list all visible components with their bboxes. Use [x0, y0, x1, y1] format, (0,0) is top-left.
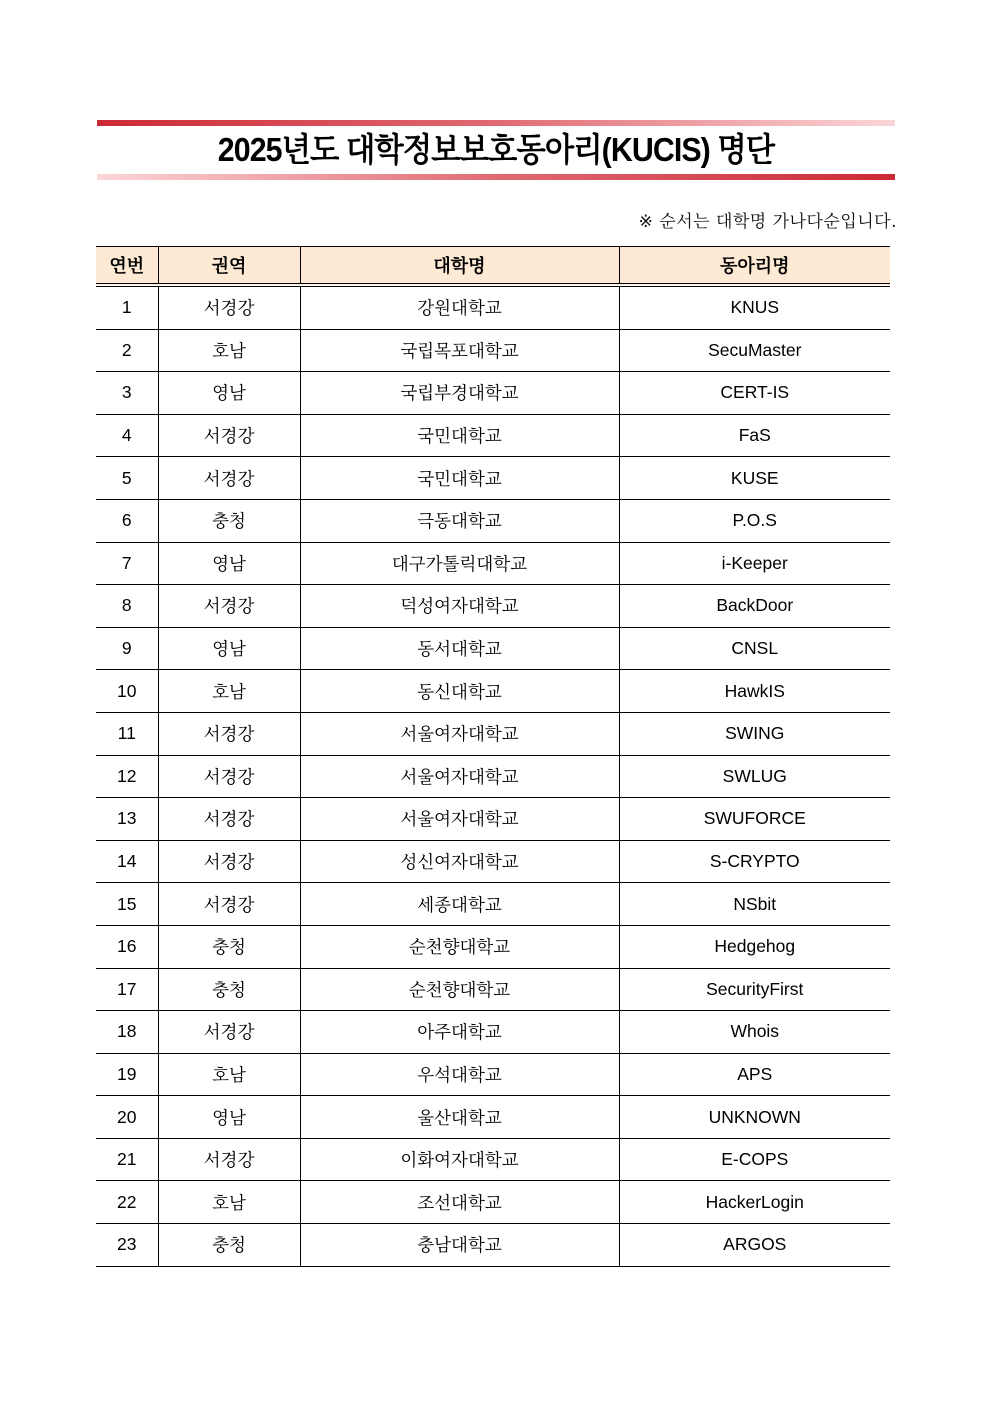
row-number: 6 — [96, 499, 158, 542]
row-club: FaS — [619, 414, 890, 457]
table-row — [96, 414, 890, 457]
row-region: 호남 — [158, 1053, 300, 1096]
row-region: 서경강 — [158, 840, 300, 883]
row-club: KUSE — [619, 457, 890, 500]
table-row — [96, 1011, 890, 1054]
row-club: SecuMaster — [619, 329, 890, 372]
row-number: 22 — [96, 1181, 158, 1224]
club-list-table — [96, 246, 890, 1267]
table-row — [96, 712, 890, 755]
row-university: 순천향대학교 — [300, 968, 619, 1011]
row-region: 호남 — [158, 670, 300, 713]
row-region: 서경강 — [158, 1011, 300, 1054]
table-row — [96, 883, 890, 926]
row-club: BackDoor — [619, 585, 890, 628]
row-club: HackerLogin — [619, 1181, 890, 1224]
sort-order-note: ※ 순서는 대학명 가나다순입니다. — [638, 212, 897, 232]
header-club: 동아리명 — [619, 247, 890, 286]
row-region: 충청 — [158, 1224, 300, 1267]
row-number: 8 — [96, 585, 158, 628]
header-region: 권역 — [158, 247, 300, 286]
row-university: 강원대학교 — [300, 285, 619, 329]
row-club: UNKNOWN — [619, 1096, 890, 1139]
row-number: 23 — [96, 1224, 158, 1267]
table-row — [96, 1053, 890, 1096]
row-club: S-CRYPTO — [619, 840, 890, 883]
row-university: 국립목포대학교 — [300, 329, 619, 372]
row-number: 11 — [96, 712, 158, 755]
row-number: 2 — [96, 329, 158, 372]
table-row — [96, 329, 890, 372]
row-university: 서울여자대학교 — [300, 798, 619, 841]
row-university: 순천향대학교 — [300, 925, 619, 968]
table-row — [96, 755, 890, 798]
row-number: 16 — [96, 925, 158, 968]
row-university: 덕성여자대학교 — [300, 585, 619, 628]
row-number: 15 — [96, 883, 158, 926]
row-university: 울산대학교 — [300, 1096, 619, 1139]
table-row — [96, 798, 890, 841]
table-row — [96, 1181, 890, 1224]
table-row — [96, 925, 890, 968]
table-row — [96, 1138, 890, 1181]
row-club: Hedgehog — [619, 925, 890, 968]
row-region: 서경강 — [158, 755, 300, 798]
row-number: 19 — [96, 1053, 158, 1096]
row-region: 영남 — [158, 1096, 300, 1139]
row-club: SWING — [619, 712, 890, 755]
row-club: CNSL — [619, 627, 890, 670]
row-university: 성신여자대학교 — [300, 840, 619, 883]
row-number: 13 — [96, 798, 158, 841]
row-university: 동서대학교 — [300, 627, 619, 670]
row-region: 서경강 — [158, 798, 300, 841]
row-university: 이화여자대학교 — [300, 1138, 619, 1181]
table-header-row — [96, 247, 890, 286]
row-region: 서경강 — [158, 712, 300, 755]
row-number: 3 — [96, 372, 158, 415]
row-university: 서울여자대학교 — [300, 712, 619, 755]
table-row — [96, 627, 890, 670]
row-region: 호남 — [158, 329, 300, 372]
table-row — [96, 968, 890, 1011]
row-university: 극동대학교 — [300, 499, 619, 542]
row-number: 14 — [96, 840, 158, 883]
row-number: 7 — [96, 542, 158, 585]
row-university: 서울여자대학교 — [300, 755, 619, 798]
row-club: NSbit — [619, 883, 890, 926]
table-row — [96, 1096, 890, 1139]
row-number: 12 — [96, 755, 158, 798]
row-university: 국민대학교 — [300, 457, 619, 500]
row-number: 9 — [96, 627, 158, 670]
table-row — [96, 499, 890, 542]
header-university: 대학명 — [300, 247, 619, 286]
row-club: CERT-IS — [619, 372, 890, 415]
row-club: SWUFORCE — [619, 798, 890, 841]
row-university: 충남대학교 — [300, 1224, 619, 1267]
row-region: 영남 — [158, 627, 300, 670]
row-club: KNUS — [619, 285, 890, 329]
table-row — [96, 1224, 890, 1267]
page-title: 2025년도 대학정보보호동아리(KUCIS) 명단 — [217, 131, 775, 168]
row-university: 조선대학교 — [300, 1181, 619, 1224]
row-club: APS — [619, 1053, 890, 1096]
row-club: ARGOS — [619, 1224, 890, 1267]
row-number: 17 — [96, 968, 158, 1011]
row-university: 국립부경대학교 — [300, 372, 619, 415]
row-university: 우석대학교 — [300, 1053, 619, 1096]
row-university: 세종대학교 — [300, 883, 619, 926]
row-university: 대구가톨릭대학교 — [300, 542, 619, 585]
row-region: 충청 — [158, 499, 300, 542]
row-number: 5 — [96, 457, 158, 500]
table-row — [96, 840, 890, 883]
row-region: 서경강 — [158, 585, 300, 628]
row-number: 18 — [96, 1011, 158, 1054]
table-row — [96, 585, 890, 628]
row-number: 4 — [96, 414, 158, 457]
row-university: 아주대학교 — [300, 1011, 619, 1054]
row-region: 호남 — [158, 1181, 300, 1224]
row-region: 서경강 — [158, 414, 300, 457]
row-region: 충청 — [158, 925, 300, 968]
table-row — [96, 542, 890, 585]
row-club: HawkIS — [619, 670, 890, 713]
row-number: 20 — [96, 1096, 158, 1139]
row-club: P.O.S — [619, 499, 890, 542]
row-club: SWLUG — [619, 755, 890, 798]
row-region: 충청 — [158, 968, 300, 1011]
title-top-rule — [97, 120, 895, 126]
row-club: SecurityFirst — [619, 968, 890, 1011]
row-region: 영남 — [158, 372, 300, 415]
header-number: 연번 — [96, 247, 158, 286]
row-region: 서경강 — [158, 457, 300, 500]
row-university: 동신대학교 — [300, 670, 619, 713]
row-club: Whois — [619, 1011, 890, 1054]
table-row — [96, 372, 890, 415]
row-region: 서경강 — [158, 285, 300, 329]
row-region: 서경강 — [158, 883, 300, 926]
title-bottom-rule — [97, 174, 895, 180]
row-region: 영남 — [158, 542, 300, 585]
row-club: E-COPS — [619, 1138, 890, 1181]
table-row — [96, 670, 890, 713]
row-university: 국민대학교 — [300, 414, 619, 457]
row-number: 21 — [96, 1138, 158, 1181]
table-row — [96, 457, 890, 500]
table-row — [96, 285, 890, 329]
row-number: 10 — [96, 670, 158, 713]
row-number: 1 — [96, 285, 158, 329]
row-club: i-Keeper — [619, 542, 890, 585]
row-region: 서경강 — [158, 1138, 300, 1181]
